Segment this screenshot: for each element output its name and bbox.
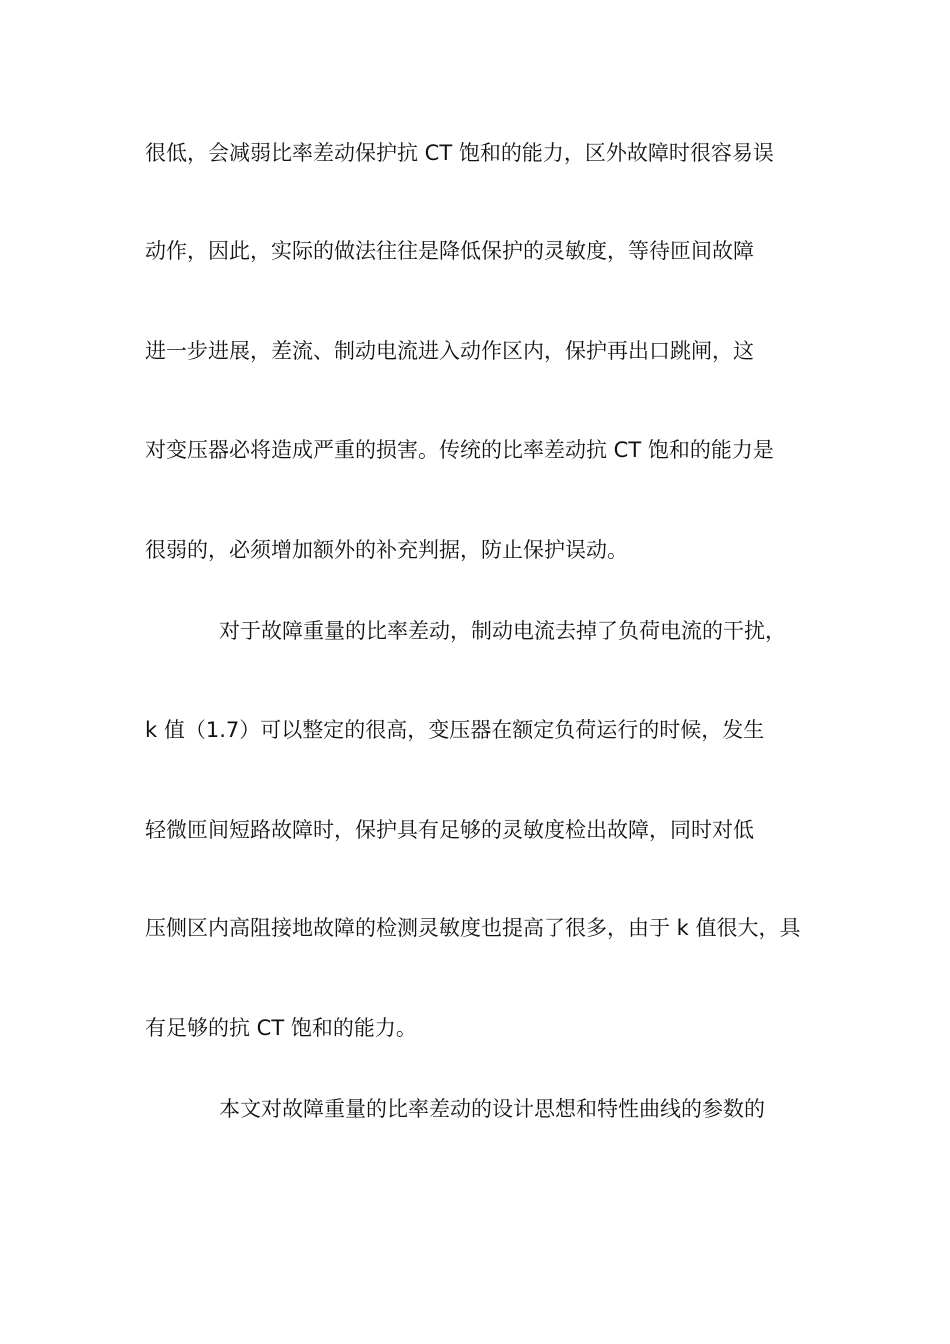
text-line: 进一步进展，差流、制动电流进入动作区内，保护再出口跳闸，这 xyxy=(145,339,754,363)
text-line: 有足够的抗 CT 饱和的能力。 xyxy=(145,1016,417,1040)
paragraph-start-line: 对于故障重量的比率差动，制动电流去掉了负荷电流的干扰， xyxy=(219,619,786,643)
text-line: 压侧区内高阻接地故障的检测灵敏度也提高了很多，由于 k 值很大，具 xyxy=(145,916,801,940)
text-line: 很弱的，必须增加额外的补充判据，防止保护误动。 xyxy=(145,538,628,562)
text-line: 对变压器必将造成严重的损害。传统的比率差动抗 CT 饱和的能力是 xyxy=(145,438,774,462)
text-line: 动作，因此，实际的做法往往是降低保护的灵敏度，等待匝间故障 xyxy=(145,239,754,263)
paragraph-start-line: 本文对故障重量的比率差动的设计思想和特性曲线的参数的 xyxy=(219,1097,765,1121)
text-line: 轻微匝间短路故障时，保护具有足够的灵敏度检出故障，同时对低 xyxy=(145,818,754,842)
text-line: 很低，会减弱比率差动保护抗 CT 饱和的能力，区外故障时很容易误 xyxy=(145,141,774,165)
text-line: k 值（1.7）可以整定的很高，变压器在额定负荷运行的时候，发生 xyxy=(145,718,765,742)
